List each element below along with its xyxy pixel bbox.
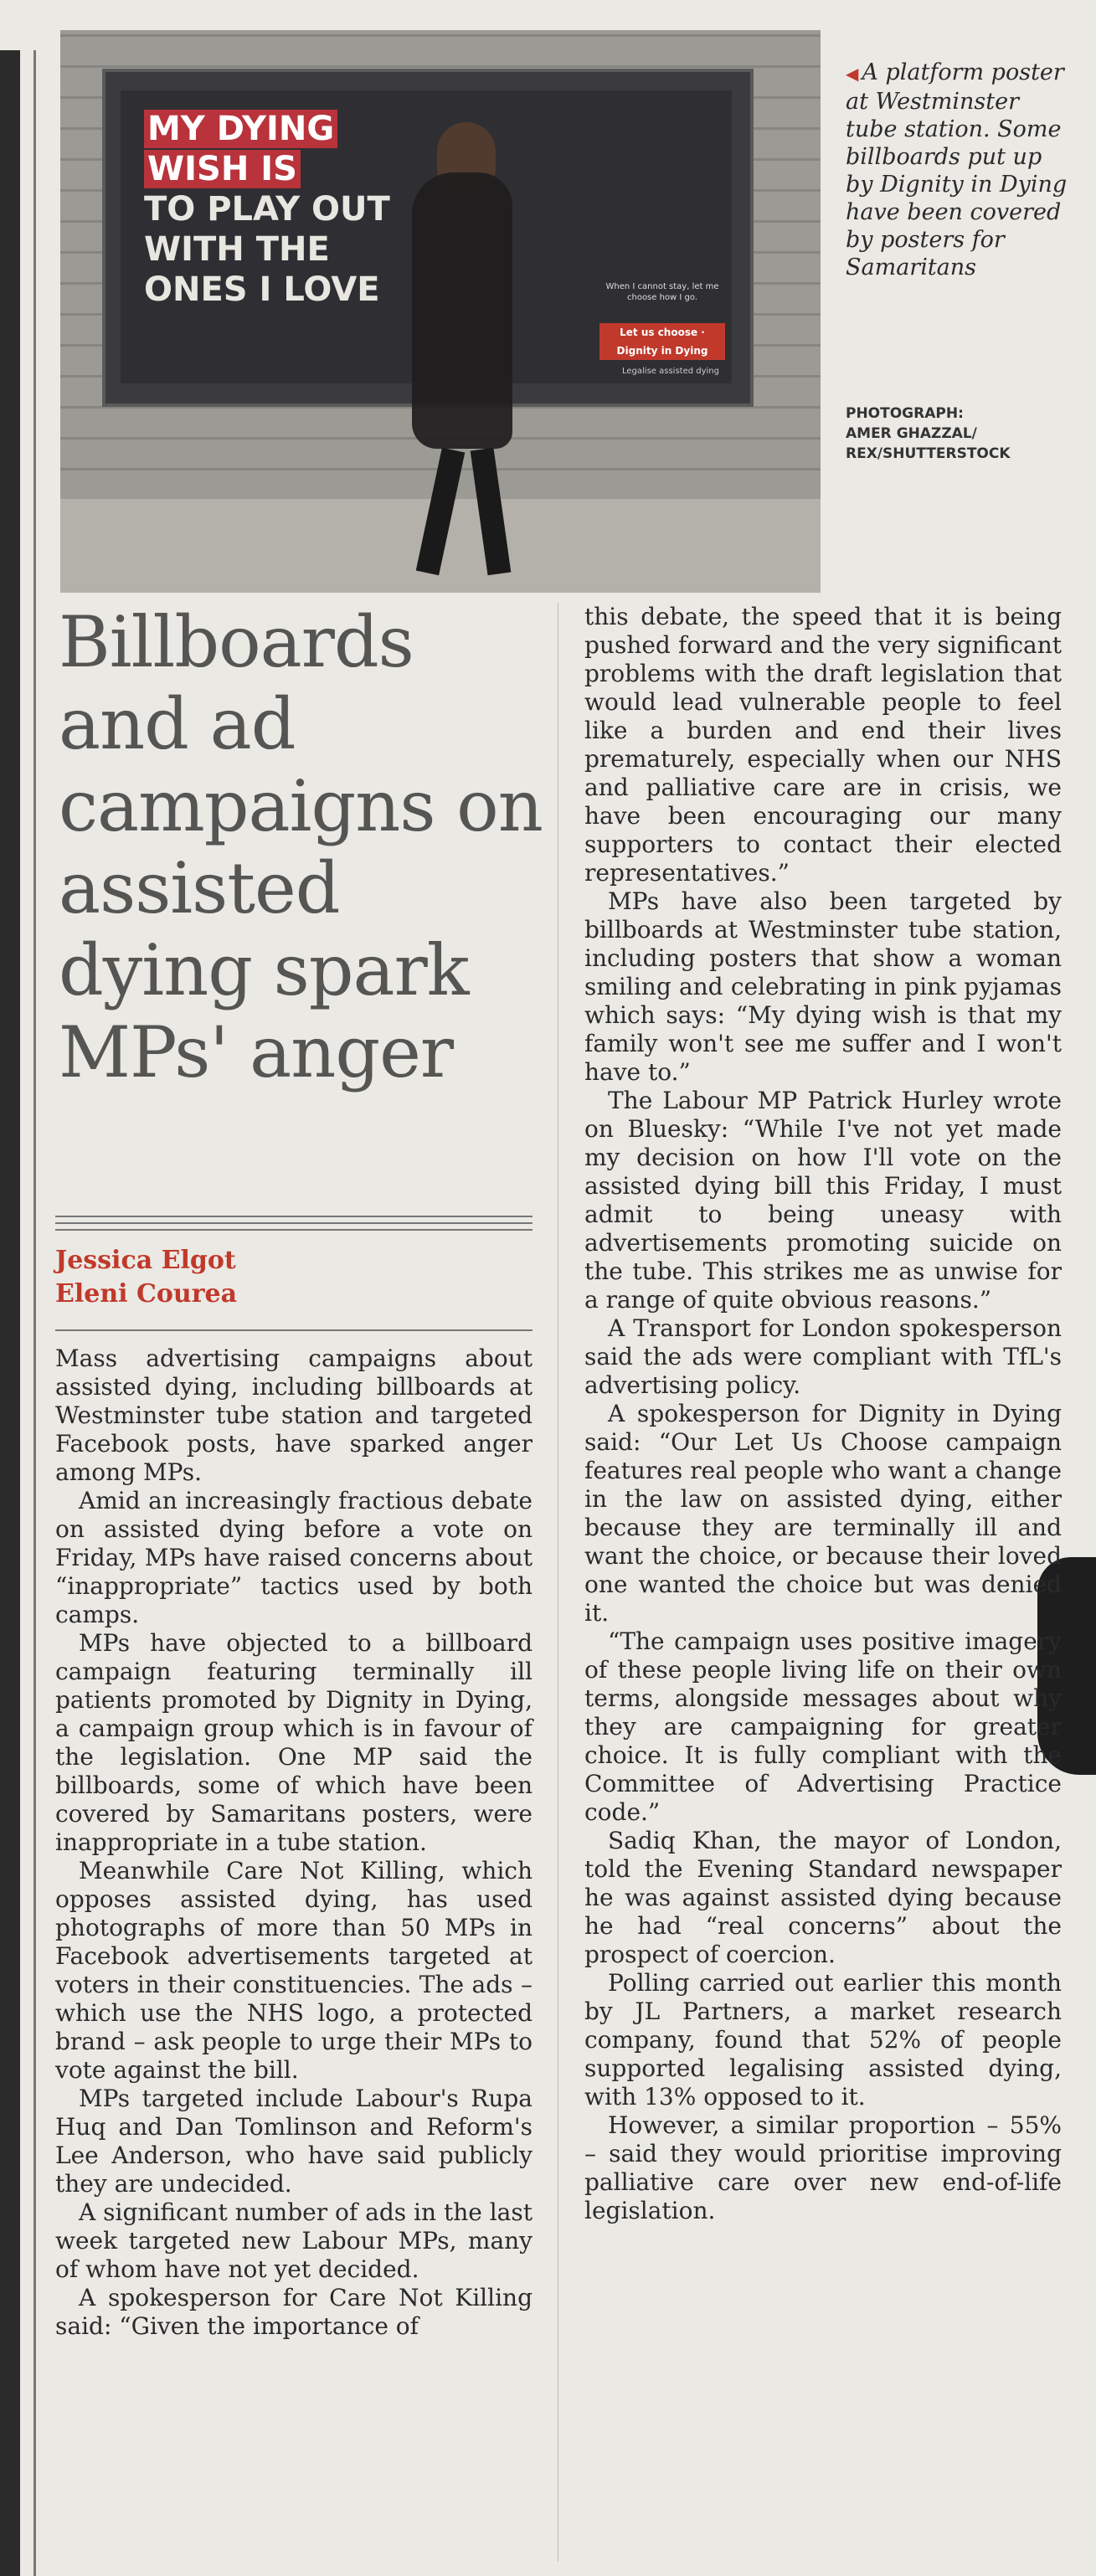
poster-headline: MY DYING WISH IS TO PLAY OUT WITH THE ONES I LOVE: [144, 110, 390, 309]
paragraph: A significant number of ads in the last week targeted new Labour MPs, many of whom have not yet decided.: [55, 2198, 533, 2283]
paragraph: Amid an increasingly fractious debate on assisted dying before a vote on Friday, MPs have raised concerns about “inappropriate” tactics used by both camps.: [55, 1487, 533, 1628]
walking-person: [378, 89, 538, 558]
paragraph: “The campaign uses positive imagery of these people living life on their own terms, alongside messages about why they are campaigning for greater choice. It is fully compliant with the Committee of Advertising Practice code.”: [584, 1627, 1062, 1826]
paragraph: A spokesperson for Care Not Killing said: “Given the importance of: [55, 2284, 533, 2340]
photo-credit: PHOTOGRAPH: AMER GHAZZAL/ REX/SHUTTERSTOCK: [846, 405, 1011, 462]
byline-author: Jessica Elgot: [55, 1246, 236, 1275]
paragraph: MPs have also been targeted by billboards at Westminster tube station, including posters that show a woman smiling and celebrating in pink pyjamas which says: “My dying wish is that my family won't see me suffer and I won't have to.”: [584, 887, 1062, 1086]
paragraph: Sadiq Khan, the mayor of London, told the Evening Standard newspaper he was against assisted dying because he had “real concerns” about the prospect of coercion.: [584, 1827, 1062, 1968]
article-headline: Billboards and ad campaigns on assisted dying spark MPs' anger: [59, 601, 543, 1093]
paragraph: A spokesperson for Dignity in Dying said: “Our Let Us Choose campaign features real people who want a change in the law on assisted dying, either because they are terminally ill and want the choice, or because their loved one wanted the choice but was denied it.: [584, 1400, 1062, 1627]
page-edge-shadow: [0, 50, 20, 2576]
photo-caption: ◀ A platform poster at Westminster tube station. Some billboards put up by Dignity in Dying have been covered by posters for Samaritans: [846, 59, 1068, 280]
byline-rules: [55, 1216, 533, 1236]
paragraph: MPs have objected to a billboard campaign featuring terminally ill patients promoted by Dignity in Dying, a campaign group which is in favour of the legislation. One MP said the billboards, some of which have been covered by Samaritans posters, were inappropriate in a tube station.: [55, 1629, 533, 1856]
paragraph: this debate, the speed that it is being pushed forward and the very significant problems with the draft legislation that would lead vulnerable people to feel like a burden and end their lives prematurely, especially when our NHS and palliative care are in crisis, we have been encouraging our many supporters to contact their elected representatives.”: [584, 603, 1062, 887]
byline-author: Eleni Courea: [55, 1279, 238, 1309]
paragraph: Meanwhile Care Not Killing, which opposes assisted dying, has used photographs of more than 50 MPs in Facebook advertisements targeted at voters in their constituencies. The ads – which use the NHS logo, a protected brand – ask people to urge their MPs to vote against the bill.: [55, 1857, 533, 2084]
body-column-1: [55, 1345, 533, 2341]
bylines: [55, 1244, 533, 1311]
body-column-2: [584, 603, 1062, 2225]
byline-rule-bottom: [55, 1329, 533, 1331]
caption-arrow-icon: ◀: [846, 64, 859, 84]
paragraph: Polling carried out earlier this month by JL Partners, a market research company, found that 52% of people supported legalising assisted dying, with 13% opposed to it.: [584, 1969, 1062, 2111]
paragraph: The Labour MP Patrick Hurley wrote on Bluesky: “While I've not yet made my decision on how I'll vote on the assisted dying bill this Friday, I must admit to being uneasy with advertisements promoting suicide on the tube. This strikes me as unwise for a range of quite obvious reasons.”: [584, 1087, 1062, 1314]
paragraph: A Transport for London spokesperson said the ads were compliant with TfL's advertising policy.: [584, 1314, 1062, 1399]
column-divider-line: [33, 50, 36, 2576]
paragraph: However, a similar proportion – 55% – said they would prioritise improving palliative care over new end-of-life legislation.: [584, 2111, 1062, 2224]
poster-logo: Let us choose · Dignity in Dying: [599, 323, 725, 360]
paragraph: MPs targeted include Labour's Rupa Huq and Dan Tomlinson and Reform's Lee Anderson, who have said publicly they are undecided.: [55, 2085, 533, 2198]
paragraph: Mass advertising campaigns about assisted dying, including billboards at Westminster tube station and targeted Facebook posts, have sparked anger among MPs.: [55, 1345, 533, 1486]
poster-small-text: When I cannot stay, let me choose how I go.: [605, 282, 719, 302]
poster-footer: Legalise assisted dying: [622, 367, 719, 376]
article-photo: [60, 30, 821, 593]
